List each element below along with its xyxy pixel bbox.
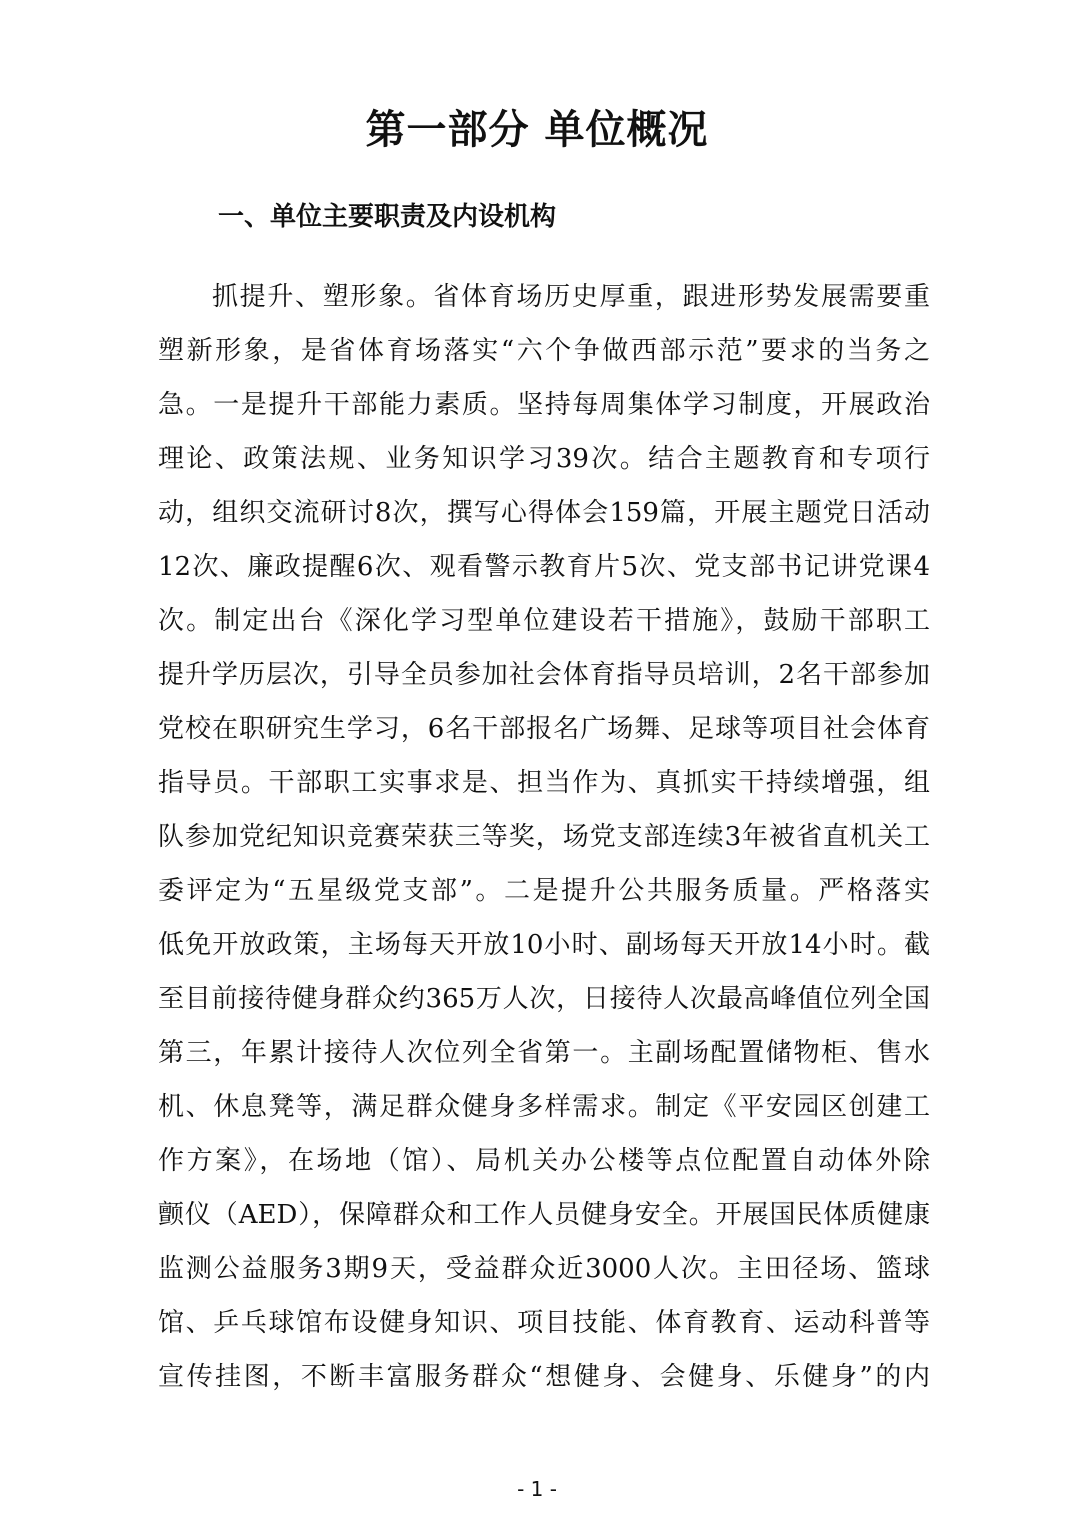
paragraph-line: 颤仪（AED），保障群众和工作人员健身安全。开展国民体质健康 bbox=[158, 1200, 930, 1230]
paragraph-line: 指导员。干部职工实事求是、担当作为、真抓实干持续增强，组 bbox=[158, 768, 930, 798]
paragraph-line: 抓提升、塑形象。省体育场历史厚重，跟进形势发展需要重 bbox=[212, 282, 930, 312]
paragraph-line: 宣传挂图，不断丰富服务群众“想健身、会健身、乐健身”的内 bbox=[158, 1362, 930, 1392]
page-title: 第一部分 单位概况 bbox=[365, 106, 709, 153]
paragraph-line: 塑新形象，是省体育场落实“六个争做西部示范”要求的当务之 bbox=[158, 336, 930, 366]
paragraph-line: 提升学历层次，引导全员参加社会体育指导员培训，2名干部参加 bbox=[158, 660, 930, 690]
paragraph-line: 次。制定出台《深化学习型单位建设若干措施》，鼓励干部职工 bbox=[158, 606, 930, 636]
paragraph-line: 12次、廉政提醒6次、观看警示教育片5次、党支部书记讲党课4 bbox=[158, 552, 930, 582]
paragraph-line: 至目前接待健身群众约365万人次，日接待人次最高峰值位列全国 bbox=[158, 984, 930, 1014]
paragraph-line: 作方案》，在场地（馆）、局机关办公楼等点位配置自动体外除 bbox=[158, 1146, 930, 1176]
paragraph-line: 党校在职研究生学习，6名干部报名广场舞、足球等项目社会体育 bbox=[158, 714, 930, 744]
paragraph-line: 馆、乒乓球馆布设健身知识、项目技能、体育教育、运动科普等 bbox=[158, 1308, 930, 1338]
paragraph-line: 机、休息凳等，满足群众健身多样需求。制定《平安园区创建工 bbox=[158, 1092, 930, 1122]
paragraph-line: 委评定为“五星级党支部”。二是提升公共服务质量。严格落实 bbox=[158, 876, 930, 906]
paragraph-line: 动，组织交流研讨8次，撰写心得体会159篇，开展主题党日活动 bbox=[158, 498, 930, 528]
paragraph-line: 急。一是提升干部能力素质。坚持每周集体学习制度，开展政治 bbox=[158, 390, 930, 420]
paragraph-line: 队参加党纪知识竞赛荣获三等奖，场党支部连续3年被省直机关工 bbox=[158, 822, 930, 852]
paragraph-line: 第三，年累计接待人次位列全省第一。主副场配置储物柜、售水 bbox=[158, 1038, 930, 1068]
section-heading: 一、单位主要职责及内设机构 bbox=[218, 202, 557, 232]
paragraph-line: 理论、政策法规、业务知识学习39次。结合主题教育和专项行 bbox=[158, 444, 930, 474]
body-paragraph bbox=[158, 270, 930, 1404]
paragraph-line: 低免开放政策，主场每天开放10小时、副场每天开放14小时。截 bbox=[158, 930, 930, 960]
paragraph-line: 监测公益服务3期9天，受益群众近3000人次。主田径场、篮球 bbox=[158, 1254, 930, 1284]
page-number: - 1 - bbox=[517, 1477, 557, 1501]
